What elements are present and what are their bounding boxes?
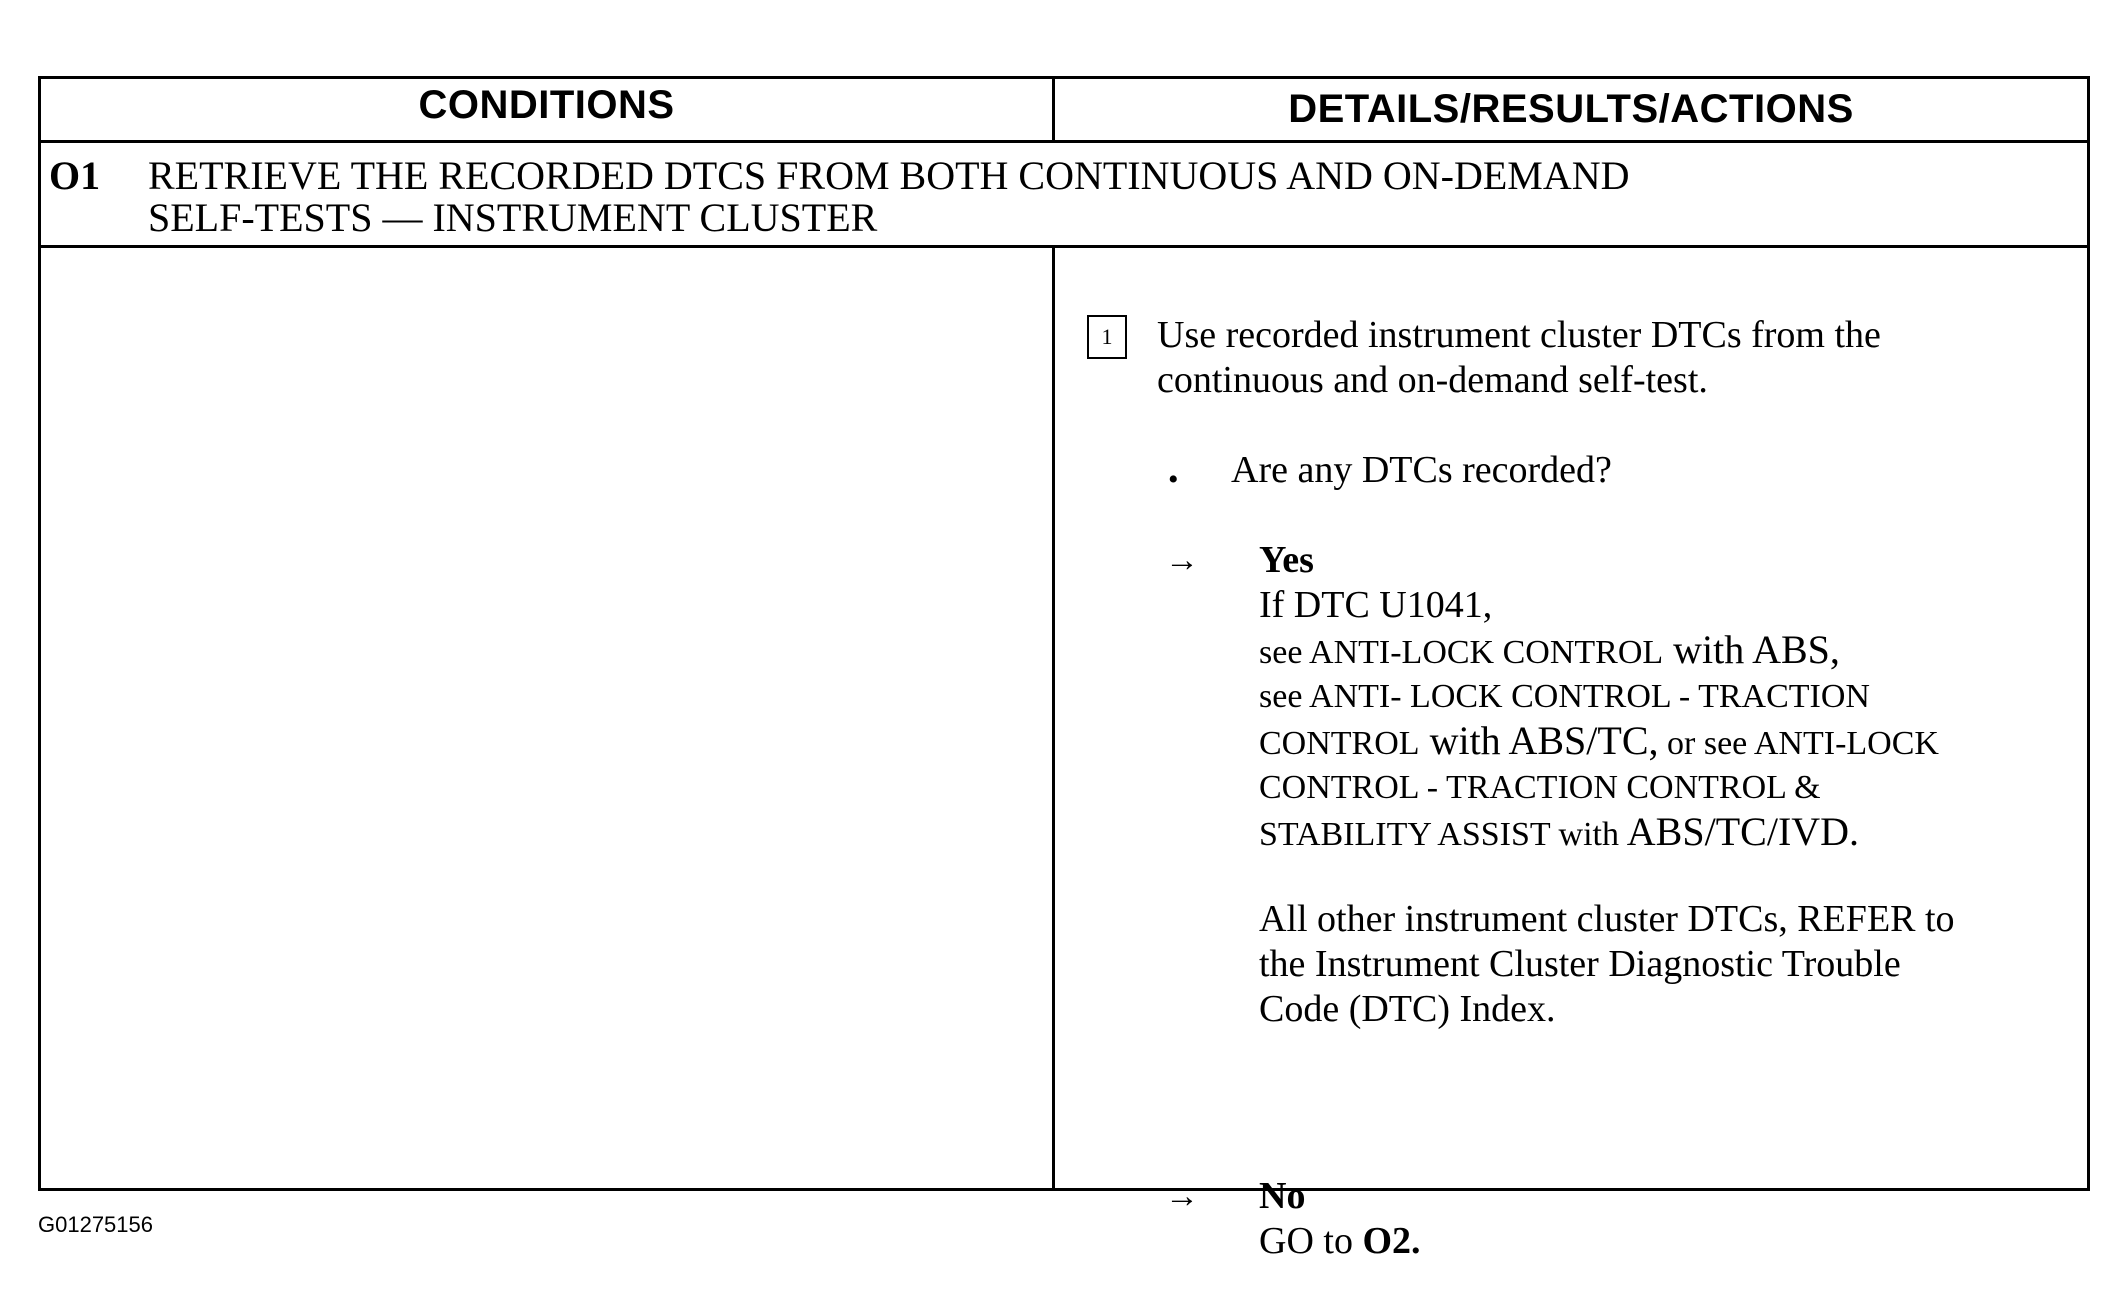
details-cell [1055,248,2087,1262]
instruction-text [1157,313,2057,403]
yes-line-4-b: with ABS/TC, [1419,718,1659,763]
table-header-row [41,79,2087,143]
yes-line-2-a: see ANTI-LOCK CONTROL [1259,634,1664,671]
yes-line-3: see ANTI- LOCK CONTROL - TRACTION [1259,678,1870,715]
yes-result-block [1259,538,2089,1032]
action-number-box: 1 [1087,315,1127,359]
yes-line-4-c: or see ANTI-LOCK [1658,725,1939,762]
instruction-line-2: continuous and on-demand self-test. [1157,359,1708,401]
yes-line-6-b: with [1550,816,1619,853]
conditions-header: CONDITIONS [418,83,675,127]
no-result-block [1259,1174,2089,1264]
yes-line-6-a: STABILITY ASSIST [1259,816,1551,853]
step-title [148,155,2048,239]
other-dtcs-text [1259,897,2089,1032]
step-title-line-1: RETRIEVE THE RECORDED DTCS FROM BOTH CONTINUOUS AND ON-DEMAND [148,153,1630,198]
arrow-right-icon: → [1165,1178,1199,1215]
step-title-line-2: SELF-TESTS — INSTRUMENT CLUSTER [148,195,878,240]
step-row [41,143,2087,248]
yes-line-2 [1259,628,2089,675]
yes-line-2-b: with ABS, [1663,627,1840,672]
header-column-divider [1052,79,1055,143]
yes-line-4-a: CONTROL [1259,725,1420,762]
arrow-right-icon: → [1165,542,1199,579]
yes-label: Yes [1259,539,1314,581]
figure-id: G01275156 [38,1212,153,1237]
details-header: DETAILS/RESULTS/ACTIONS [1288,87,1854,131]
bullet-icon: • [1168,463,1179,496]
no-label: No [1259,1175,1306,1217]
no-action-prefix: GO to [1259,1220,1363,1262]
yes-line-5: CONTROL - TRACTION CONTROL & [1259,769,1821,806]
step-number: O1 [49,153,101,198]
yes-line-6 [1259,810,2089,857]
yes-line-1: If DTC U1041, [1259,584,1493,626]
no-action [1259,1219,2089,1264]
no-action-target: O2. [1362,1220,1421,1262]
yes-line-4 [1259,719,2089,766]
yes-line-6-c: ABS/TC/IVD. [1619,809,1860,854]
other-dtcs-line-2: the Instrument Cluster Diagnostic Trouble [1259,943,1901,985]
other-dtcs-line-3: Code (DTC) Index. [1259,988,1556,1030]
question-text: Are any DTCs recorded? [1231,449,1612,491]
instruction-line-1: Use recorded instrument cluster DTCs from the [1157,314,1881,356]
other-dtcs-line-1: All other instrument cluster DTCs, REFER to [1259,898,1955,940]
